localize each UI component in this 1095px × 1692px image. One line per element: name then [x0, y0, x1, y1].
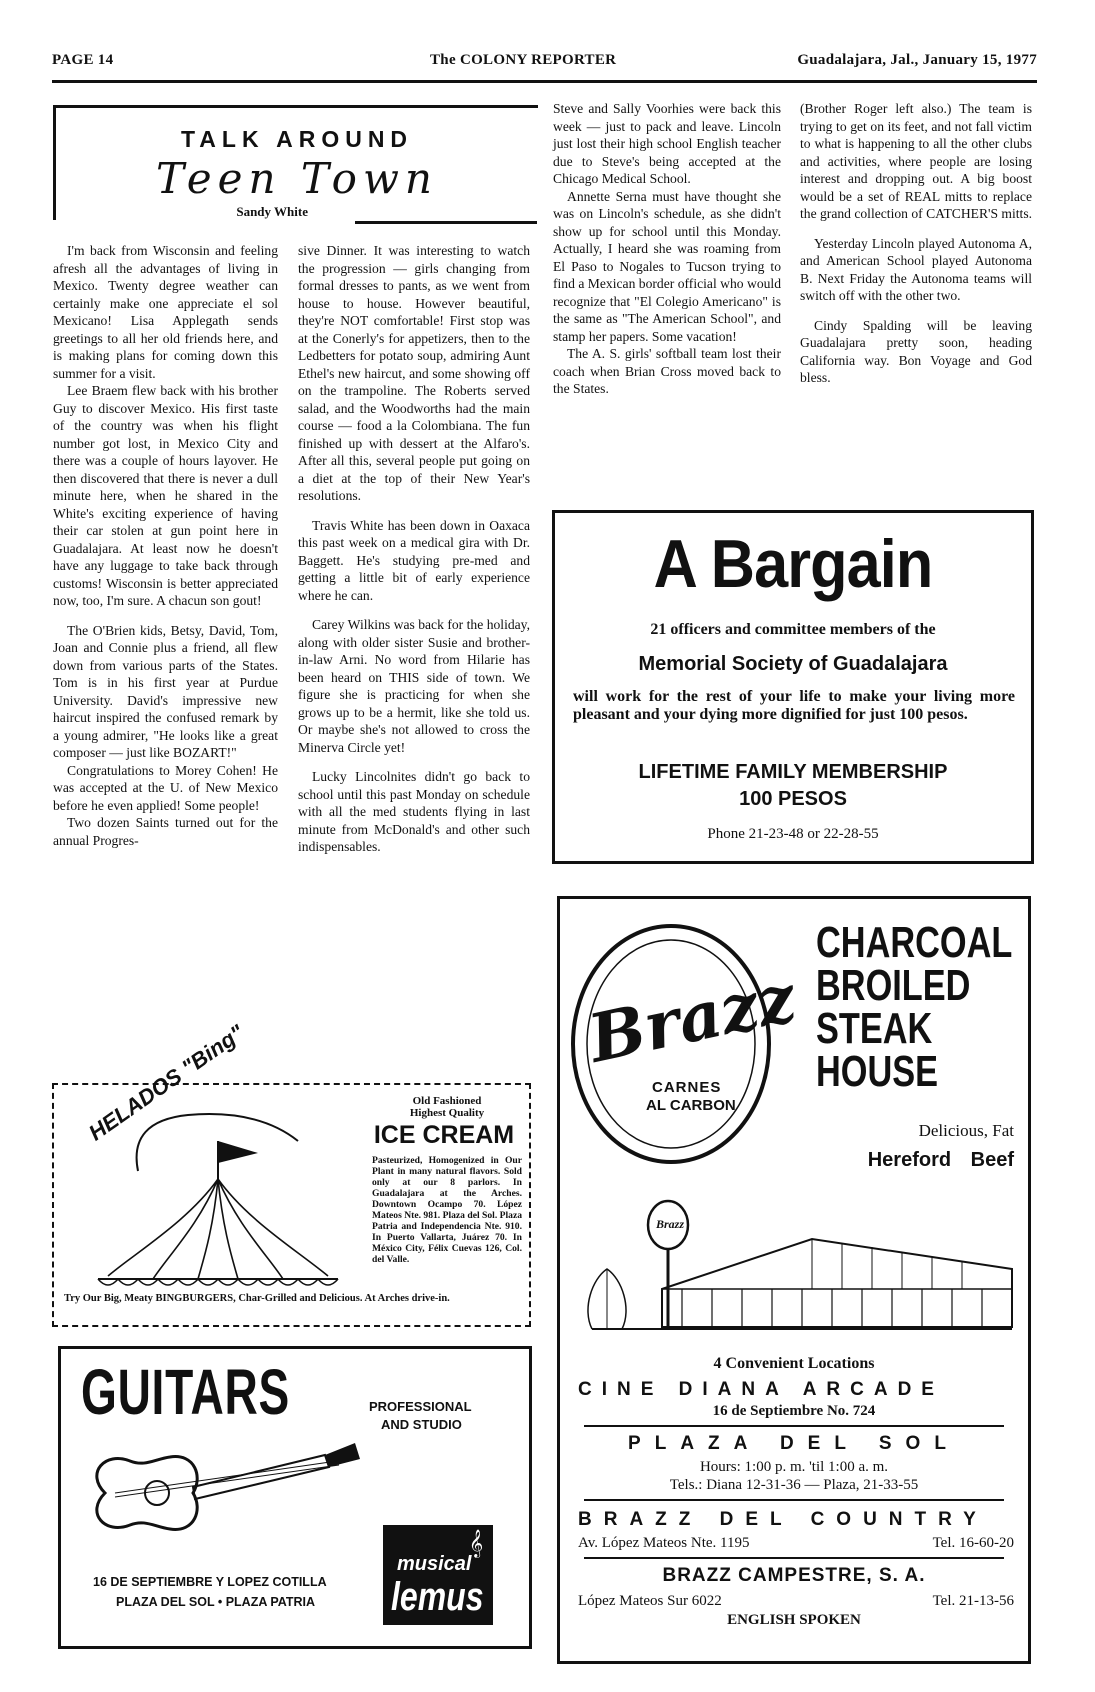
location-4-phone: Tel. 21-13-56 [932, 1593, 1014, 1609]
headline-line: CHARCOAL [816, 918, 1013, 967]
location-2-name: PLAZA DEL SOL [628, 1433, 960, 1454]
article-column-1 [53, 242, 278, 849]
helados-logo-text: HELADOS "Bing" [84, 1019, 249, 1146]
location-3-address: Av. López Mateos Nte. 1195 [578, 1535, 750, 1551]
location-1-address: 16 de Septiembre No. 724 [712, 1403, 876, 1419]
guitars-ad [58, 1346, 532, 1649]
paragraph: Congratulations to Morey Cohen! He was accepted at the U. of New Mexico before he even applied! Some people! [53, 762, 278, 813]
column-heading-box [53, 105, 538, 220]
headline-line: STEAK [816, 1004, 933, 1053]
ice-cream-locations: Pasteurized, Homogenized in Our Plant in many natural flavors. Sold only at our 8 parlors. In Guadalajara at the Arches. Downtown Ocampo 70. López Mateos Nte. 981. Plaza del Sol. Plaza Patria and Independencia Nte. 910. In Puerto Vallarta, Juárez 70. In México City, Félix Cuevas 126, Col. del Valle. [372, 1155, 523, 1265]
byline: Sandy White [236, 204, 308, 219]
brazz-tag2: Hereford Beef [867, 1149, 1014, 1171]
locations-title: 4 Convenient Locations [713, 1355, 875, 1372]
paragraph: sive Dinner. It was interesting to watch the progression — girls changing from formal dresses to pants, as we went from house to house. However beautiful, they're NOT comfortable! First stop was at the Conerly's for appetizers, then to the Ledbetters for potato soup, admiring Aunt Ethel's new haircut, and some showing off on the trampoline. The Roberts served salad, and the Woodworths had the main course — food a la Colombiana. The fun finished up with dessert at the Alfaro's. After all this, several people put going on a diet at the top of their New Year's resolutions. [298, 243, 530, 503]
brazz-logo-text: Brazz [582, 958, 803, 1078]
bargain-phone: Phone 21-23-48 or 22-28-55 [707, 826, 879, 842]
membership-label: LIFETIME FAMILY MEMBERSHIP [638, 761, 948, 783]
column-subtitle: Teen Town [156, 154, 438, 203]
bargain-title: A Bargain [653, 526, 933, 602]
paragraph: Yesterday Lincoln played Autonoma A, and American School played Autonoma B. Next Friday the Autonoma teams will switch off with the other two. [800, 235, 1032, 303]
english-spoken: ENGLISH SPOKEN [727, 1612, 861, 1628]
article-column-4 [800, 100, 1032, 387]
paragraph: Annette Serna must have thought she was on Lincoln's schedule, as she didn't show up for school until this Monday. Actually, I heard she was roaming from El Paso to Nogales to Tucson trying to find a Mexican border official who would recognize that "El Colegio Americano" is the same as "The American School", and stamp her papers. Some vacation! [553, 188, 781, 344]
guitars-title: GUITARS [81, 1356, 290, 1428]
page-number: PAGE 14 [52, 52, 114, 68]
column-title: TALK AROUND [180, 126, 414, 152]
paragraph: Cindy Spalding will be leaving Guadalajara pretty soon, heading California way. Bon Voyage and God bless. [800, 317, 1032, 385]
heading-rule [355, 221, 537, 224]
location-divider [584, 1499, 1004, 1501]
paragraph: Lee Braem flew back with his brother Guy to discover Mexico. His first taste of the country was when his flight number got lost, in Mexico City and there was a couple of hours layover. He then discovered that there is never a dull minute here, when he shared in the White's exciting experience of having their car stolen at gun point here in Guadalajara. At least now he doesn't have any luggage to take back through customs! Wisconsin is better appreciated now, too, I'm sure. A chacun son gout! [53, 383, 278, 608]
location-3-name: BRAZZ DEL COUNTRY [578, 1509, 988, 1530]
paragraph: Two dozen Saints turned out for the annual Progres- [53, 815, 278, 848]
headline-line: HOUSE [816, 1047, 939, 1096]
paragraph: Steve and Sally Voorhies were back this week — just to pack and leave. Lincoln just lost their high school English teacher due to Steve's being accepted at the Chicago Medical School. [553, 101, 781, 186]
newspaper-name: The COLONY REPORTER [430, 52, 617, 68]
brazz-headline [816, 918, 1013, 1096]
location-2-phones: Tels.: Diana 12-31-36 — Plaza, 21-33-55 [669, 1477, 919, 1493]
location-1-name-row [578, 1379, 1014, 1401]
headline-line: BROILED [816, 961, 971, 1010]
location-1-name: CINE DIANA ARCADE [578, 1379, 944, 1400]
location-divider [584, 1425, 1004, 1427]
guitars-address-1: 16 DE SEPTIEMBRE Y LOPEZ COTILLA [93, 1575, 327, 1589]
article-column-2 [298, 242, 530, 856]
bargain-line1: 21 officers and committee members of the [650, 621, 936, 638]
paragraph: (Brother Roger left also.) The team is trying to get on its feet, and not fall victim to what is happening to all the other clubs and activities, where people are losing interest and dropping out. A big boost would be a set of REAL mitts to replace the grand collection of CATCHER'S mitts. [800, 101, 1033, 221]
bargain-ad [552, 510, 1034, 864]
helados-bing-ad [52, 1019, 531, 1327]
musical-label: musical [397, 1553, 472, 1575]
guitar-icon [75, 1433, 365, 1553]
brazz-logo-sub1: CARNES [652, 1079, 722, 1096]
dateline: Guadalajara, Jal., January 15, 1977 [797, 52, 1037, 68]
paragraph: I'm back from Wisconsin and feeling afresh all the advantages of living in Mexico. Twenty degree weather can certainly make one appreciate el sol Mexicano! Lisa Applegath sends greetings to all her old friends here, and is making plans for coming down this summer for a visit. [53, 243, 278, 381]
paragraph: Lucky Lincolnites didn't go back to school until this past Monday on schedule with all the med students flying in last minute from McDonald's and other such indispensables. [298, 769, 530, 854]
ice-cream-tag2: Highest Quality [409, 1107, 485, 1119]
guitars-address-2: PLAZA DEL SOL • PLAZA PATRIA [116, 1595, 316, 1609]
bingburgers-line: Try Our Big, Meaty BINGBURGERS, Char-Grilled and Delicious. At Arches drive-in. [64, 1293, 450, 1304]
header-rule [52, 80, 1037, 83]
paragraph: Travis White has been down in Oaxaca this past week on a medical gira with Dr. Baggett. He's studying pre-med and getting a little bit of early experience where he can. [298, 517, 530, 603]
brazz-tag1: Delicious, Fat [918, 1121, 1014, 1140]
brazz-logo-sub2: AL CARBON [646, 1097, 736, 1114]
society-name: Memorial Society of Guadalajara [638, 653, 948, 675]
guitars-tagline-1: PROFESSIONAL [369, 1399, 472, 1414]
paragraph: Carey Wilkins was back for the holiday, along with older sister Susie and brother-in-law Arni. No word from Hilarie has been heard on THIS side of town. We figure she is practicing for when she grows up to be a hermit, like she told us. Or maybe she's not allowed to cross the Minerva Circle yet! [298, 617, 530, 755]
ice-cream-tag1: Old Fashioned [412, 1095, 482, 1107]
location-3-phone: Tel. 16-60-20 [932, 1535, 1014, 1551]
ice-cream-title: ICE CREAM [373, 1121, 515, 1149]
membership-price: 100 PESOS [739, 788, 847, 810]
paragraph: The A. S. girls' softball team lost their coach when Brian Cross moved back to the States. [553, 346, 781, 396]
location-4-address: López Mateos Sur 6022 [578, 1593, 722, 1609]
location-divider [584, 1557, 1004, 1559]
paragraph: The O'Brien kids, Betsy, David, Tom, Joan and Connie plus a friend, all flew down from various parts of the States. Tom is in his first year at Purdue University. David's impressive new haircut inspired the confused remark by a young admirer, "He looks like a great composer — just like BOZART!" [53, 622, 278, 760]
brazz-sign-text: Brazz [656, 1217, 685, 1231]
guitars-tagline-2: AND STUDIO [381, 1417, 462, 1432]
treble-clef-icon: 𝄞 [469, 1531, 484, 1557]
steak-house-building-illustration [572, 1199, 1016, 1349]
lemus-label: lemus [391, 1575, 484, 1619]
bargain-description: will work for the rest of your life to make your living more pleasant and your dying more dignified for just 100 pesos. [573, 688, 1015, 723]
musical-lemus-logo [383, 1525, 493, 1625]
article-column-3 [553, 100, 781, 398]
brazz-ad [557, 896, 1031, 1664]
location-4-name: BRAZZ CAMPESTRE, S. A. [662, 1565, 926, 1586]
location-2-hours: Hours: 1:00 p. m. 'til 1:00 a. m. [699, 1459, 889, 1475]
